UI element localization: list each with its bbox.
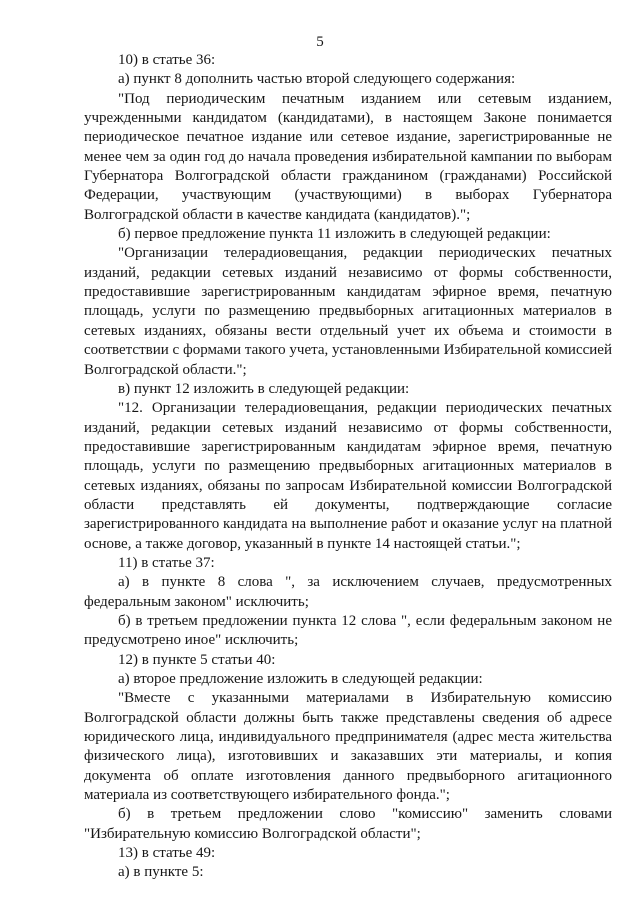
paragraph-subitem-a: а) пункт 8 дополнить частью второй следующего содержания:: [118, 71, 516, 88]
paragraph-item-11-heading: 11) в статье 37:: [118, 554, 215, 571]
paragraph-quoted-text: "12. Организации телерадиовещания, редакции периодических печатных изданий, редакции сетевых изданий независимо от формы собственности, предоставившие зарегистрированным кандидатам эфирное время, печатную площадь, услуги по размещению предвыборных агитационных материалов в сетевых изданиях, обязаны по запросам Избирательной комиссии Волгоградской области представлять ей документы, подтверждающие согласие зарегистрированного кандидата на выполнение работ и оказание услуг на платной основе, а также договор, указанный в пункте 14 настоящей статьи.";: [84, 400, 612, 552]
paragraph-quoted-text: "Под периодическим печатным изданием или сетевым изданием, учрежденными кандидатом (кандидатами), в настоящем Законе понимается периодическое печатное издание или сетевое издание, зарегистрированные не менее чем за один год до начала проведения избирательной кампании по выборам Губернатора Волгоградской области гражданином (гражданами) Российской Федерации, участвующим (участвующими) в выборах Губернатора Волгоградской области в качестве кандидата (кандидатов).";: [84, 90, 612, 223]
document-body: [84, 51, 612, 883]
paragraph-quoted-text: "Организации телерадиовещания, редакции периодических печатных изданий, редакции сетевых изданий независимо от формы собственности, предоставившие зарегистрированным кандидатам эфирное время, печатную площадь, услуги по размещению предвыборных агитационных материалов в сетевых изданиях, обязаны вести отдельный учет их объема и стоимости в соответствии с формами такого учета, установленными Избирательной комиссией Волгоградской области.";: [84, 245, 612, 378]
paragraph-subitem-a: а) в пункте 8 слова ", за исключением случаев, предусмотренных федеральным законом" исключить;: [84, 574, 612, 610]
paragraph-subitem-b: б) первое предложение пункта 11 изложить в следующей редакции:: [118, 226, 551, 243]
paragraph-subitem-b: б) в третьем предложении слово "комиссию" заменить словами "Избирательную комиссию Волгоградской области";: [84, 806, 612, 842]
paragraph-item-10-heading: 10) в статье 36:: [118, 52, 216, 68]
paragraph-quoted-text: "Вместе с указанными материалами в Избирательную комиссию Волгоградской области должны быть также представлены сведения об адресе юридического лица, индивидуального предпринимателя (адрес места жительства физического лица), изготовивших и заказавших эти материалы, и копия документа об оплате изготовления данного предвыборного агитационного материала из соответствующего избирательного фонда.";: [84, 690, 612, 804]
paragraph-subitem-v: в) пункт 12 изложить в следующей редакции:: [118, 380, 410, 397]
paragraph-item-12-heading: 12) в пункте 5 статьи 40:: [118, 651, 276, 668]
page-number: 5: [316, 34, 324, 50]
paragraph-subitem-a: а) в пункте 5:: [118, 864, 204, 881]
paragraph-item-13-heading: 13) в статье 49:: [118, 845, 216, 862]
paragraph-subitem-a: а) второе предложение изложить в следующей редакции:: [118, 671, 483, 687]
paragraph-subitem-b: б) в третьем предложении пункта 12 слова ", если федеральным законом не предусмотрено иное" исключить;: [84, 612, 612, 649]
